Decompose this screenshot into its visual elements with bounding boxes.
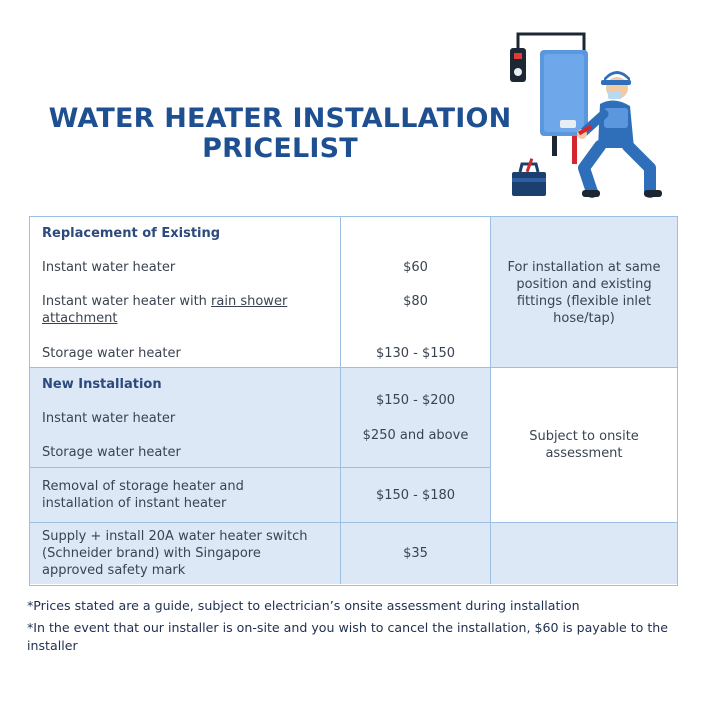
replacement-item-storage: Storage water heater [42, 346, 181, 361]
title-line-1: WATER HEATER INSTALLATION [48, 103, 512, 134]
new-installation-heading: New Installation [42, 377, 162, 392]
switch-price-cell [341, 523, 491, 584]
footnote-prices: *Prices stated are a guide, subject to electrician’s onsite assessment during installation [27, 598, 580, 613]
replacement-label-cell [30, 217, 341, 368]
removal-price: $150 - $180 [375, 488, 456, 503]
replacement-note-cell [491, 217, 677, 368]
onsite-note-cell [491, 368, 677, 523]
technician-fixing-water-heater-icon [500, 28, 690, 204]
page-title [40, 104, 520, 164]
removal-label-cell [30, 468, 341, 523]
rain-shower-link[interactable]: rain shower [211, 294, 288, 309]
replacement-price-storage: $130 - $150 [375, 346, 456, 361]
replacement-price-instant: $60 [403, 260, 428, 275]
replacement-item-instant: Instant water heater [42, 260, 176, 275]
new-installation-price-instant: $150 - $200 [375, 393, 456, 408]
footnote-cancellation: *In the event that our installer is on-site and you wish to cancel the installation, $60 is payable to the installer [27, 620, 669, 653]
replacement-price-rain-shower: $80 [403, 294, 428, 309]
rain-shower-prefix: Instant water heater with [42, 294, 212, 309]
title-line-2: PRICELIST [202, 133, 358, 164]
switch-label-line-2: (Schneider brand) with Singapore [42, 546, 261, 561]
removal-label-line-1: Removal of storage heater and [42, 479, 244, 494]
removal-price-cell [341, 468, 491, 523]
new-installation-price-cell [341, 368, 491, 468]
new-installation-label-cell [30, 368, 341, 468]
new-installation-item-instant: Instant water heater [42, 411, 176, 426]
pricelist-table [29, 216, 678, 586]
switch-note-cell [491, 523, 677, 584]
rain-shower-attachment: attachment [42, 311, 118, 326]
replacement-price-cell [341, 217, 491, 368]
switch-label-cell [30, 523, 341, 584]
replacement-item-rain-shower [42, 293, 287, 327]
switch-label-line-1: Supply + install 20A water heater switch [42, 529, 308, 544]
new-installation-price-storage: $250 and above [362, 428, 469, 443]
replacement-note: For installation at same position and existing fittings (flexible inlet hose/tap) [507, 260, 661, 326]
switch-label-line-3: approved safety mark [42, 563, 186, 578]
new-installation-item-storage: Storage water heater [42, 445, 181, 460]
removal-label-line-2: installation of instant heater [42, 496, 227, 511]
switch-price: $35 [403, 546, 428, 561]
replacement-heading: Replacement of Existing [42, 226, 221, 241]
onsite-note: Subject to onsite assessment [529, 429, 639, 461]
